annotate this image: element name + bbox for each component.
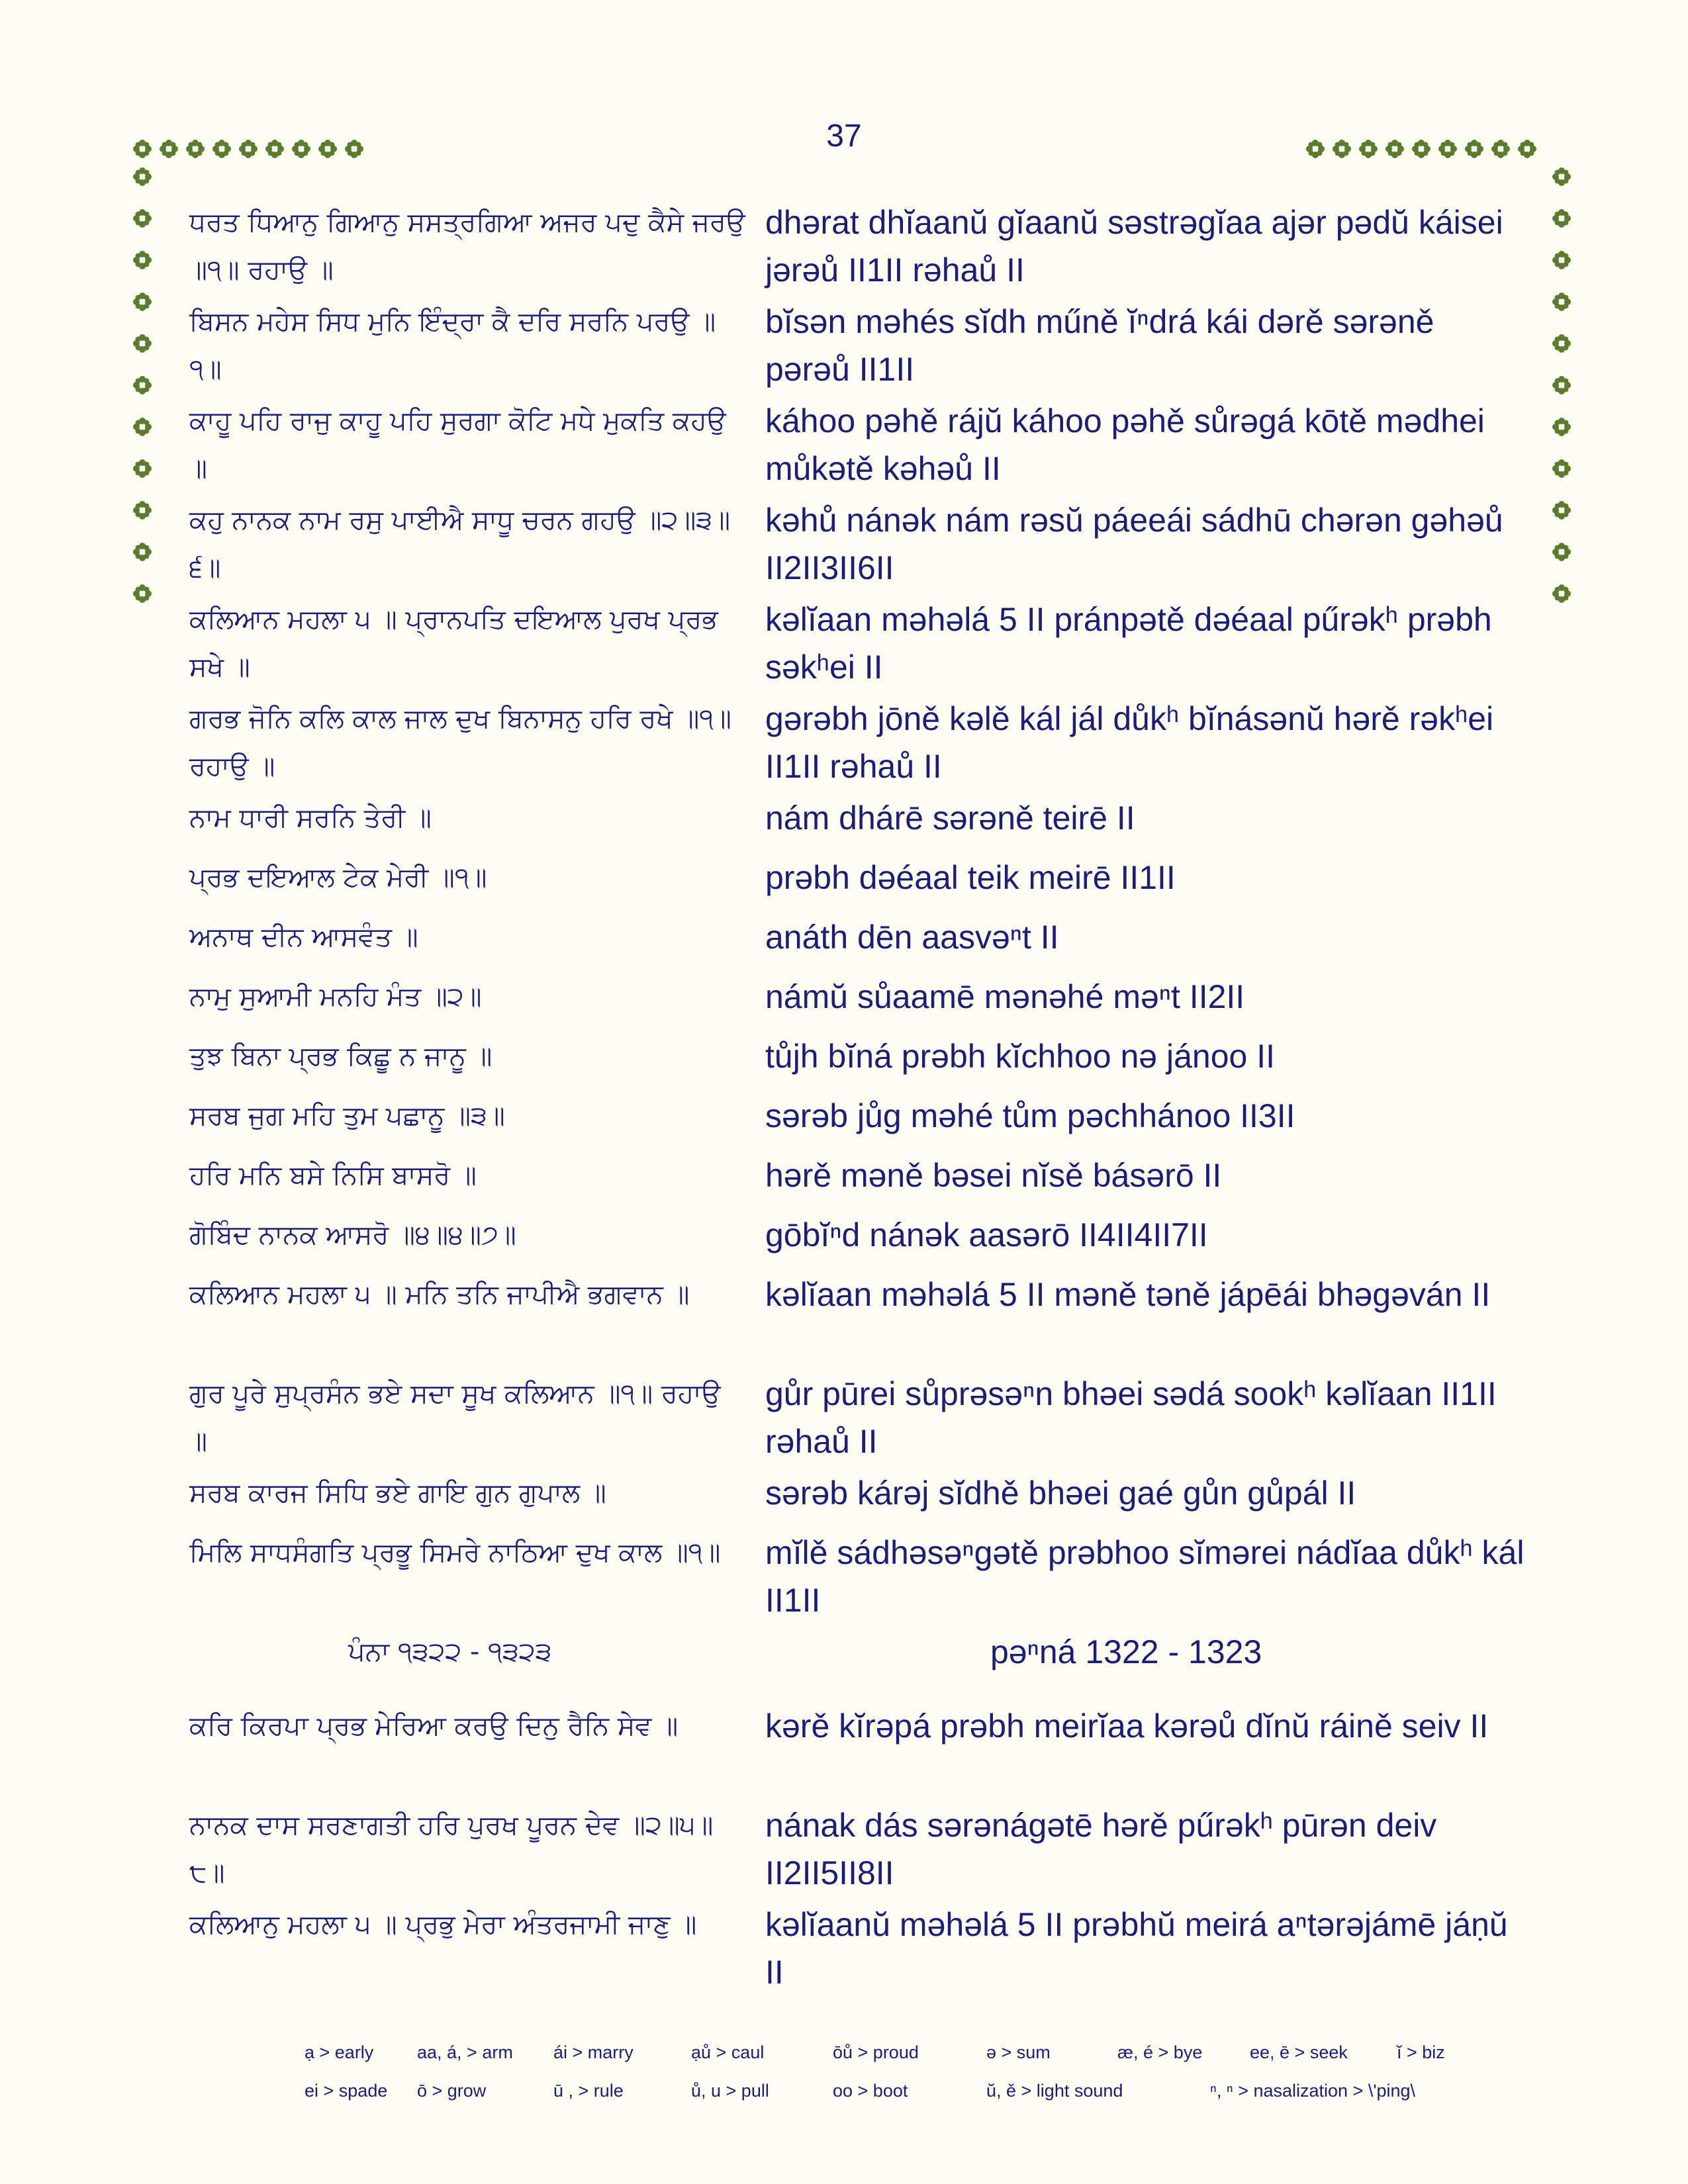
gurmukhi-text: ਨਾਮੁ ਸੁਆਮੀ ਮਨਹਿ ਮੰਤ ॥੨॥ — [189, 981, 482, 1012]
legend-row — [305, 2081, 1496, 2119]
verse-row — [189, 596, 1526, 695]
transliteration-text: gōbĭⁿd nánək aasərō II4II4II7II — [765, 1216, 1208, 1253]
transliteration-text: nám dhárē sərəně teirē II — [765, 799, 1135, 837]
verse-row — [189, 695, 1526, 794]
flower-ornament-icon — [1517, 139, 1537, 159]
flower-ornament-icon — [265, 139, 285, 159]
flower-ornament-icon — [132, 375, 152, 395]
gurmukhi-text: ਕਲਿਆਨੁ ਮਹਲਾ ੫ ॥ ਪ੍ਰਭੁ ਮੇਰਾ ਅੰਤਰਜਾਮੀ ਜਾਣੁ ॥ — [189, 1909, 697, 1940]
gurmukhi-text: ਕਾਹੂ ਪਹਿ ਰਾਜੁ ਕਾਹੂ ਪਹਿ ਸੁਰਗਾ ਕੋਟਿ ਮਧੇ ਮੁਕਤਿ ਕਹਉ ॥ — [189, 406, 726, 484]
transliteration-text: gərəbh jōně kəlě kál jál důkʰ bĭnásənŭ hərě rəkʰei II1II rəhaů II — [765, 700, 1494, 785]
verse-row — [189, 1092, 1526, 1152]
verse-row — [189, 1801, 1526, 1901]
verse-row — [189, 1702, 1526, 1801]
verse-row — [189, 496, 1526, 596]
legend-item: ō > grow — [417, 2081, 487, 2101]
verse-row — [189, 1901, 1526, 2000]
verse-row — [189, 298, 1526, 397]
gurmukhi-text: ਸਰਬ ਜੁਗ ਮਹਿ ਤੁਮ ਪਛਾਨੂ ॥੩॥ — [189, 1101, 505, 1131]
verse-table — [189, 199, 1526, 2000]
transliteration-text: gůr pūrei sůprəsəⁿn bhəei sədá sookʰ kəlĭaan II1II rəhaů II — [765, 1375, 1497, 1460]
gurmukhi-text: ਕਹੁ ਨਾਨਕ ਨਾਮ ਰਸੁ ਪਾਈਐ ਸਾਧੂ ਚਰਨ ਗਹਉ ॥੨॥੩॥੬॥ — [189, 505, 731, 583]
flower-ornament-icon — [1305, 139, 1325, 159]
gurmukhi-text: ਪ੍ਰਭ ਦਇਆਲ ਟੇਕ ਮੇਰੀ ॥੧॥ — [189, 862, 487, 893]
flower-ornament-icon — [1358, 139, 1378, 159]
gurmukhi-text: ਨਾਮ ਧਾਰੀ ਸਰਨਿ ਤੇਰੀ ॥ — [189, 803, 432, 833]
gurmukhi-text: ਨਾਨਕ ਦਾਸ ਸਰਣਾਗਤੀ ਹਰਿ ਪੁਰਖ ਪੂਰਨ ਦੇਵ ॥੨॥੫॥੮॥ — [189, 1810, 714, 1888]
verse-row — [189, 397, 1526, 496]
gurmukhi-text: ਕਲਿਆਨ ਮਹਲਾ ੫ ॥ ਪ੍ਰਾਨਪਤਿ ਦਇਆਲ ਪੁਰਖ ਪ੍ਰਭ ਸਖੇ ॥ — [189, 604, 718, 682]
transliteration-text: prəbh dəéaal teik meirē II1II — [765, 859, 1176, 896]
flower-ornament-icon — [1552, 167, 1571, 187]
transliteration-text: tůjh bĭná prəbh kĭchhoo nə jánoo II — [765, 1038, 1276, 1075]
legend-item: ĭ > biz — [1397, 2042, 1445, 2062]
transliteration-text: sərəb kárəj sĭdhě bhəei gaé gůn gůpál II — [765, 1475, 1356, 1512]
transliteration-text: námŭ sůaamē mənəhé məⁿt II2II — [765, 978, 1245, 1015]
gurmukhi-page-marker: ਪੰਨਾ ੧੩੨੨ - ੧੩੨੩ — [348, 1637, 552, 1667]
flower-ornament-icon — [1552, 459, 1571, 478]
verse-row — [189, 1271, 1526, 1370]
flower-ornament-icon — [1552, 375, 1571, 395]
flower-ornament-icon — [132, 500, 152, 520]
gurmukhi-text: ਗੋਬਿੰਦ ਨਾਨਕ ਆਸਰੋ ॥੪॥੪॥੭॥ — [189, 1220, 516, 1250]
pronunciation-legend — [305, 2042, 1496, 2119]
legend-row — [305, 2042, 1496, 2081]
flower-ornament-icon — [1552, 500, 1571, 520]
verse-row — [189, 1469, 1526, 1529]
legend-item: ạ > early — [305, 2042, 374, 2062]
verse-row — [189, 1032, 1526, 1092]
legend-item: ạů > caul — [691, 2042, 765, 2062]
transliteration-text: kəlĭaan məhəlá 5 II pránpətě dəéaal pűrəkʰ prəbh səkʰei II — [765, 601, 1492, 686]
flower-ornament-icon — [132, 250, 152, 270]
flower-ornament-icon — [132, 459, 152, 478]
verse-row — [189, 794, 1526, 854]
gurmukhi-text: ਅਨਾਥ ਦੀਨ ਆਸਵੰਤ ॥ — [189, 922, 418, 952]
flower-ornament-icon — [132, 334, 152, 353]
flower-ornament-icon — [1438, 139, 1458, 159]
transliteration-text: hərě məně bəsei nĭsě básərō II — [765, 1157, 1222, 1194]
transliteration-text: dhərat dhĭaanŭ gĭaanŭ səstrəgĭaa ajər pədŭ káisei jərəů II1II rəhaů II — [765, 204, 1503, 289]
verse-row — [189, 1152, 1526, 1211]
flower-ornament-icon — [1332, 139, 1352, 159]
flower-ornament-icon — [1552, 542, 1571, 562]
flower-ornament-icon — [344, 139, 364, 159]
flower-ornament-icon — [1491, 139, 1511, 159]
gurmukhi-text: ਬਿਸਨ ਮਹੇਸ ਸਿਧ ਮੁਨਿ ਇੰਦ੍ਰਾ ਕੈ ਦਰਿ ਸਰਨਿ ਪਰਉ ॥੧॥ — [189, 306, 716, 385]
verse-row — [189, 1211, 1526, 1271]
gurmukhi-text: ਕਲਿਆਨ ਮਹਲਾ ੫ ॥ ਮਨਿ ਤਨਿ ਜਾਪੀਐ ਭਗਵਾਨ ॥ — [189, 1279, 690, 1310]
flower-ornament-icon — [159, 139, 179, 159]
verse-row — [189, 854, 1526, 913]
flower-ornament-icon — [132, 417, 152, 437]
flower-ornament-icon — [1552, 417, 1571, 437]
flower-ornament-icon — [1552, 584, 1571, 604]
legend-item: ⁿ, ⁿ > nasalization > \'ping\ — [1210, 2081, 1416, 2101]
flower-ornament-icon — [132, 167, 152, 187]
verse-row — [189, 913, 1526, 973]
legend-item: ōů > proud — [833, 2042, 919, 2062]
verse-row — [189, 1370, 1526, 1469]
flower-ornament-icon — [318, 139, 338, 159]
flower-ornament-icon — [1552, 292, 1571, 312]
legend-item: ŭ, ě > light sound — [986, 2081, 1123, 2101]
flower-ornament-icon — [132, 139, 152, 159]
gurmukhi-text: ਸਰਬ ਕਾਰਜ ਸਿਧਿ ਭਏ ਗਾਇ ਗੁਨ ਗੁਪਾਲ ॥ — [189, 1478, 606, 1508]
legend-item: ə > sum — [986, 2042, 1051, 2062]
transliteration-text: kəlĭaanŭ məhəlá 5 II prəbhŭ meirá aⁿtərəjámē jáṇŭ II — [765, 1906, 1508, 1991]
transliteration-text: mĭlě sádhəsəⁿgətě prəbhoo sĭmərei nádĭaa důkʰ kál II1II — [765, 1534, 1524, 1619]
flower-ornament-icon — [132, 584, 152, 604]
flower-ornament-icon — [185, 139, 205, 159]
flower-ornament-icon — [212, 139, 232, 159]
transliteration-text: kəhů nánək nám rəsŭ páeeái sádhū chərən gəhəů II2II3II6II — [765, 502, 1503, 586]
flower-ornament-icon — [1552, 208, 1571, 228]
gurmukhi-text: ਮਿਲਿ ਸਾਧਸੰਗਤਿ ਪ੍ਰਭੂ ਸਿਮਰੇ ਨਾਠਿਆ ਦੁਖ ਕਾਲ ॥੧॥ — [189, 1537, 721, 1568]
gurmukhi-text: ਤੁਝ ਬਿਨਾ ਪ੍ਰਭ ਕਿਛੂ ਨ ਜਾਨੂ ॥ — [189, 1041, 492, 1071]
transliteration-text: káhoo pəhě rájŭ káhoo pəhě sůrəgá kōtě mədhei můkətě kəhəů II — [765, 402, 1485, 487]
legend-item: aa, á, > arm — [417, 2042, 513, 2062]
flower-ornament-icon — [132, 208, 152, 228]
gurmukhi-text: ਗਰਭ ਜੋਨਿ ਕਲਿ ਕਾਲ ਜਾਲ ਦੁਖ ਬਿਨਾਸਨੁ ਹਰਿ ਰਖੇ ॥੧॥ ਰਹਾਉ ॥ — [189, 704, 731, 782]
transliteration-text: nának dás sərənágətē hərě pűrəkʰ pūrən deiv II2II5II8II — [765, 1807, 1437, 1891]
legend-item: æ, é > bye — [1117, 2042, 1203, 2062]
transliteration-text: anáth dēn aasvəⁿt II — [765, 919, 1059, 956]
gurmukhi-text: ਗੁਰ ਪੂਰੇ ਸੁਪ੍ਰਸੰਨ ਭਏ ਸਦਾ ਸੂਖ ਕਲਿਆਨ ॥੧॥ ਰਹਾਉ ॥ — [189, 1379, 721, 1457]
flower-ornament-icon — [1385, 139, 1405, 159]
flower-ornament-icon — [291, 139, 311, 159]
legend-item: ái > marry — [553, 2042, 633, 2062]
flower-ornament-icon — [1552, 250, 1571, 270]
page-marker-row — [189, 1628, 1526, 1702]
legend-item: oo > boot — [833, 2081, 908, 2101]
verse-row — [189, 973, 1526, 1032]
page-marker: pəⁿná 1322 - 1323 — [990, 1633, 1262, 1670]
legend-item: ū , > rule — [553, 2081, 624, 2101]
verse-row — [189, 1529, 1526, 1628]
gurmukhi-text: ਹਰਿ ਮਨਿ ਬਸੇ ਨਿਸਿ ਬਾਸਰੋ ॥ — [189, 1160, 477, 1191]
gurmukhi-text: ਕਰਿ ਕਿਰਪਾ ਪ੍ਰਭ ਮੇਰਿਆ ਕਰਉ ਦਿਨੁ ਰੈਨਿ ਸੇਵ ॥ — [189, 1711, 679, 1741]
flower-ornament-icon — [1411, 139, 1431, 159]
flower-ornament-icon — [238, 139, 258, 159]
flower-ornament-icon — [1552, 334, 1571, 353]
transliteration-text: kəlĭaan məhəlá 5 II məně təně jápēái bhəgəván II — [765, 1276, 1491, 1313]
legend-item: ei > spade — [305, 2081, 388, 2101]
flower-ornament-icon — [132, 542, 152, 562]
page-number: 37 — [826, 118, 862, 154]
legend-item: ů, u > pull — [691, 2081, 769, 2101]
transliteration-text: kərě kĭrəpá prəbh meirĭaa kərəů dĭnŭ ráině seiv II — [765, 1707, 1489, 1745]
gurmukhi-text: ਧਰਤ ਧਿਆਨੁ ਗਿਆਨੁ ਸਸਤ੍ਰਗਿਆ ਅਜਰ ਪਦੁ ਕੈਸੇ ਜਰਉ ॥੧॥ ਰਹਾਉ ॥ — [189, 207, 745, 285]
transliteration-text: bĭsən məhés sĭdh műně ĭⁿdrá kái dərě sərəně pərəů II1II — [765, 303, 1434, 388]
flower-ornament-icon — [1464, 139, 1484, 159]
flower-ornament-icon — [132, 292, 152, 312]
transliteration-text: sərəb jůg məhé tům pəchhánoo II3II — [765, 1097, 1295, 1134]
legend-item: ee, ē > seek — [1250, 2042, 1348, 2062]
verse-row — [189, 199, 1526, 298]
